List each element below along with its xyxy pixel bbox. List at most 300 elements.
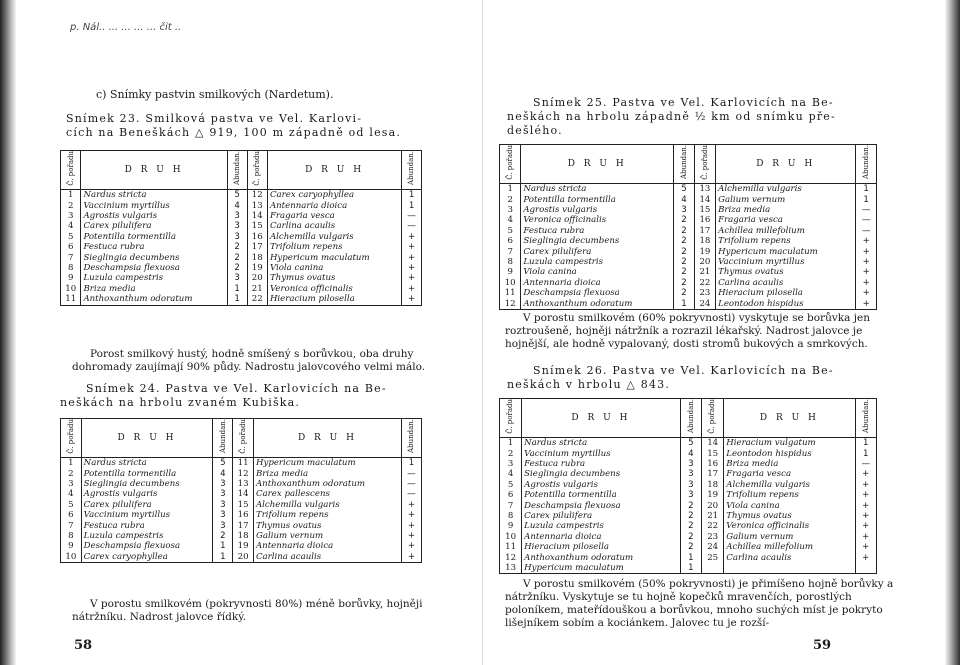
- abundance-value: +: [856, 247, 877, 257]
- row-number: 1: [500, 438, 522, 449]
- row-number: 14: [702, 438, 724, 449]
- table-row: [500, 480, 877, 490]
- abundance-value: 3: [213, 489, 233, 499]
- photo-26-caption: [507, 364, 927, 392]
- abundance-value: —: [855, 459, 876, 469]
- abundance-value: 1: [227, 284, 247, 294]
- table-row: [61, 500, 422, 510]
- row-number: 22: [694, 278, 715, 288]
- table-row: [61, 263, 422, 273]
- row-number: 9: [61, 541, 82, 551]
- species-name: Thymus ovatus: [716, 267, 856, 277]
- row-number: 4: [61, 489, 82, 499]
- table-row: [500, 459, 877, 469]
- abundance-value: 5: [680, 438, 701, 449]
- abundance-value: 3: [680, 469, 701, 479]
- table-row: [500, 267, 877, 277]
- caption-line: cích na Beneškách △ 919, 100 m západně od lesa.: [66, 126, 402, 139]
- species-name: Deschampsia flexuosa: [522, 501, 681, 511]
- abundance-value: 3: [227, 211, 247, 221]
- scan-edge-shadow: [945, 0, 960, 665]
- species-name: Carex pallescens: [253, 489, 401, 499]
- abundance-value: 2: [674, 278, 695, 288]
- header-species-text: D R U H: [567, 158, 627, 169]
- species-name: Hypericum maculatum: [267, 253, 401, 263]
- header-species-text: D R U H: [117, 432, 177, 443]
- abundance-value: +: [402, 294, 422, 305]
- abundance-value: +: [402, 263, 422, 273]
- row-number: 2: [61, 201, 81, 211]
- species-name: Carex pilulifera: [81, 500, 213, 510]
- table-row: [61, 232, 422, 242]
- table-row: [61, 458, 422, 469]
- abundance-value: 1: [227, 294, 247, 305]
- abundance-value: 4: [213, 469, 233, 479]
- row-number: 12: [247, 190, 267, 201]
- species-table-26: [499, 398, 877, 574]
- table-row: [500, 521, 877, 531]
- abundance-value: 2: [674, 226, 695, 236]
- abundance-value: +: [855, 480, 876, 490]
- abundance-value: 5: [227, 190, 247, 201]
- abundance-value: 3: [213, 510, 233, 520]
- row-number: 21: [694, 267, 715, 277]
- header-species: [81, 151, 227, 190]
- species-name: [724, 563, 855, 574]
- species-name: Veronica officinalis: [267, 284, 401, 294]
- header-species: [716, 145, 856, 184]
- species-name: Potentilla tormentilla: [81, 232, 227, 242]
- abundance-value: +: [855, 532, 876, 542]
- header-abundance-text: Abundan.: [407, 419, 416, 454]
- row-number: 12: [500, 553, 522, 563]
- abundance-value: 2: [674, 236, 695, 246]
- caption-line: neškách na hrbolu zvaném Kubiška.: [60, 396, 301, 409]
- species-name: Alchemilla vulgaris: [253, 500, 401, 510]
- row-number: 24: [694, 299, 715, 310]
- header-abundance-text: Abundan.: [407, 151, 416, 186]
- species-name: Luzula campestris: [521, 257, 674, 267]
- caption-line: Snímek 25. Pastva ve Vel. Karlovicích na Be-: [533, 96, 834, 109]
- species-table-23: [60, 150, 422, 306]
- header-number: [500, 399, 522, 438]
- table-row: [61, 284, 422, 294]
- row-number: 18: [702, 480, 724, 490]
- species-name: Galium vernum: [716, 195, 856, 205]
- table-row: [500, 542, 877, 552]
- header-abundance-text: Abundan.: [861, 145, 870, 180]
- row-number: 10: [500, 532, 522, 542]
- abundance-value: +: [856, 288, 877, 298]
- row-number: 16: [702, 459, 724, 469]
- row-number: 15: [702, 449, 724, 459]
- section-heading: c) Snímky pastvin smilkových (Nardetum).: [96, 88, 334, 101]
- photo-25-caption: [507, 96, 927, 138]
- species-name: Vaccinium myrtillus: [81, 201, 227, 211]
- abundance-value: 4: [227, 201, 247, 211]
- abundance-value: 1: [402, 190, 422, 201]
- species-name: Fragaria vesca: [267, 211, 401, 221]
- table-row: [61, 221, 422, 231]
- abundance-value: 2: [213, 531, 233, 541]
- species-name: Vaccinium myrtillus: [522, 449, 681, 459]
- species-name: Viola canina: [521, 267, 674, 277]
- species-name: Vaccinium myrtillus: [716, 257, 856, 267]
- header-number-text: Č. pořadu: [238, 419, 247, 454]
- abundance-value: 3: [674, 205, 695, 215]
- row-number: 18: [247, 253, 267, 263]
- abundance-value: +: [855, 521, 876, 531]
- abundance-value: 5: [213, 458, 233, 469]
- abundance-value: 2: [680, 521, 701, 531]
- header-abundance-text: Abundan.: [218, 419, 227, 454]
- row-number: 5: [500, 480, 522, 490]
- species-name: Sieglingia decumbens: [81, 253, 227, 263]
- abundance-value: +: [401, 510, 421, 520]
- table-row: [61, 242, 422, 252]
- row-number: 17: [694, 226, 715, 236]
- abundance-value: 1: [401, 458, 421, 469]
- abundance-value: +: [402, 242, 422, 252]
- species-name: Trifolium repens: [724, 490, 855, 500]
- abundance-value: +: [402, 232, 422, 242]
- row-number: 9: [500, 267, 521, 277]
- table-row: [61, 469, 422, 479]
- caption-line: Snímek 23. Smilková pastva ve Vel. Karlovi-: [66, 112, 363, 125]
- species-name: Carex caryophyllea: [267, 190, 401, 201]
- species-name: Viola canina: [724, 501, 855, 511]
- row-number: 11: [500, 542, 522, 552]
- header-number: [500, 145, 521, 184]
- table-row: [500, 236, 877, 246]
- header-abundance: [402, 151, 422, 190]
- abundance-value: 2: [680, 511, 701, 521]
- abundance-value: +: [855, 469, 876, 479]
- species-name: Alchemilla vulgaris: [716, 184, 856, 195]
- row-number: 13: [233, 479, 254, 489]
- abundance-value: +: [855, 490, 876, 500]
- table-row: [61, 479, 422, 489]
- species-name: Briza media: [724, 459, 855, 469]
- species-table-24: [60, 418, 422, 563]
- header-species-text: D R U H: [571, 412, 631, 423]
- row-number: 4: [61, 221, 81, 231]
- species-name: Hypericum maculatum: [522, 563, 681, 574]
- species-name: Trifolium repens: [267, 242, 401, 252]
- header-species: [267, 151, 401, 190]
- abundance-value: 1: [402, 201, 422, 211]
- abundance-value: +: [856, 236, 877, 246]
- abundance-value: +: [401, 521, 421, 531]
- row-number: 7: [61, 521, 82, 531]
- paragraph: V porostu smilkovém (50% pokryvnosti) je přimíšeno hojně borůvky a nátržníku. Vyskytuje se tu hojně kopečků mravenčích, porostlých poloníkem, mateřídouškou a borůvkou, mnoho suchých míst je pokryto lišejníkem sobím a kociánkem. Jalovec tu je rozší-: [505, 578, 894, 629]
- abundance-value: +: [402, 273, 422, 283]
- species-name: Achillea millefolium: [724, 542, 855, 552]
- table-row: [61, 510, 422, 520]
- right-page: [482, 0, 960, 665]
- table-row: [500, 278, 877, 288]
- row-number: 9: [500, 521, 522, 531]
- abundance-value: +: [856, 267, 877, 277]
- species-name: Alchemilla vulgaris: [724, 480, 855, 490]
- species-name: Thymus ovatus: [724, 511, 855, 521]
- table-row: [500, 299, 877, 310]
- row-number: 8: [500, 257, 521, 267]
- species-name: Vaccinium myrtillus: [81, 510, 213, 520]
- row-number: 10: [500, 278, 521, 288]
- caption-line: neškách na hrbolu západně ½ km od snímku pře-: [507, 110, 836, 123]
- abundance-value: 1: [680, 553, 701, 563]
- row-number: 12: [500, 299, 521, 310]
- caption-line: dešlého.: [507, 124, 563, 137]
- species-name: Alchemilla vulgaris: [267, 232, 401, 242]
- species-name: Viola canina: [267, 263, 401, 273]
- table-row: [500, 553, 877, 563]
- abundance-value: +: [401, 552, 421, 563]
- row-number: 6: [61, 510, 82, 520]
- abundance-value: +: [402, 284, 422, 294]
- species-name: Briza media: [81, 284, 227, 294]
- row-number: 14: [247, 211, 267, 221]
- header-abundance-text: Abundan.: [861, 399, 870, 434]
- row-number: 7: [61, 253, 81, 263]
- handwritten-note: p. Nál.. ... ... ... ... čit ..: [70, 22, 182, 33]
- header-number-text: Č. pořadu: [66, 151, 75, 186]
- species-name: Luzula campestris: [522, 521, 681, 531]
- species-name: Galium vernum: [724, 532, 855, 542]
- caption-line: Snímek 24. Pastva ve Vel. Karlovicích na Be-: [86, 382, 387, 395]
- header-number: [694, 145, 715, 184]
- row-number: 20: [233, 552, 254, 563]
- abundance-value: 1: [855, 438, 876, 449]
- header-species-text: D R U H: [297, 432, 357, 443]
- species-name: Deschampsia flexuosa: [81, 263, 227, 273]
- photo-23-caption: [66, 112, 466, 140]
- species-name: Hieracium pilosella: [522, 542, 681, 552]
- row-number: 3: [500, 205, 521, 215]
- species-name: Agrostis vulgaris: [81, 211, 227, 221]
- row-number: 23: [702, 532, 724, 542]
- header-species-text: D R U H: [124, 164, 184, 175]
- table-row: [61, 541, 422, 551]
- header-abundance: [213, 419, 233, 458]
- row-number: 1: [500, 184, 521, 195]
- row-number: 3: [61, 479, 82, 489]
- header-abundance: [401, 419, 421, 458]
- row-number: 19: [702, 490, 724, 500]
- header-number-text: Č. pořadu: [708, 399, 717, 434]
- abundance-value: +: [856, 257, 877, 267]
- row-number: 14: [694, 195, 715, 205]
- row-number: 2: [61, 469, 82, 479]
- row-number: 15: [233, 500, 254, 510]
- row-number: 13: [694, 184, 715, 195]
- table-row: [61, 531, 422, 541]
- abundance-value: —: [401, 469, 421, 479]
- table-row: [61, 294, 422, 305]
- species-name: Antennaria dioica: [522, 532, 681, 542]
- species-name: Leontodon hispidus: [716, 299, 856, 310]
- species-name: Trifolium repens: [253, 510, 401, 520]
- paragraph: V porostu smilkovém (60% pokryvnosti) vyskytuje se borůvka jen roztroušeně, hojněji nátržník a rozrazil lékařský. Nadrost jalovce je hojnější, ale hodně vypalovaný, dosti stromů bukových a smrkových.: [505, 312, 870, 350]
- abundance-value: 2: [680, 501, 701, 511]
- row-number: 20: [702, 501, 724, 511]
- abundance-value: 3: [213, 500, 233, 510]
- page-number: 58: [74, 638, 93, 653]
- row-number: 22: [702, 521, 724, 531]
- abundance-value: +: [855, 553, 876, 563]
- row-number: 21: [247, 284, 267, 294]
- species-name: Anthoxanthum odoratum: [521, 299, 674, 310]
- abundance-value: +: [855, 511, 876, 521]
- abundance-value: 1: [213, 552, 233, 563]
- abundance-value: 2: [674, 288, 695, 298]
- species-name: Deschampsia flexuosa: [81, 541, 213, 551]
- table-row: [500, 257, 877, 267]
- header-number-text: Č. pořadu: [700, 145, 709, 180]
- header-abundance: [855, 399, 876, 438]
- table-row: [61, 552, 422, 563]
- row-number: 4: [500, 469, 522, 479]
- species-name: Agrostis vulgaris: [81, 489, 213, 499]
- species-name: Festuca rubra: [81, 521, 213, 531]
- abundance-value: [855, 563, 876, 574]
- table-row: [61, 489, 422, 499]
- header-abundance: [856, 145, 877, 184]
- species-name: Carex pilulifera: [522, 511, 681, 521]
- caption-line: neškách v hrbolu △ 843.: [507, 378, 671, 391]
- row-number: 9: [61, 273, 81, 283]
- abundance-value: 1: [680, 563, 701, 574]
- abundance-value: 3: [213, 521, 233, 531]
- table-row: [500, 511, 877, 521]
- species-name: Hypericum maculatum: [716, 247, 856, 257]
- abundance-value: 1: [855, 449, 876, 459]
- abundance-value: 3: [227, 232, 247, 242]
- abundance-value: —: [401, 489, 421, 499]
- abundance-value: 3: [227, 273, 247, 283]
- species-name: Hypericum maculatum: [253, 458, 401, 469]
- species-name: Hieracium pilosella: [267, 294, 401, 305]
- header-number: [61, 151, 81, 190]
- row-number: 19: [233, 541, 254, 551]
- header-abundance-text: Abundan.: [679, 145, 688, 180]
- species-name: Sieglingia decumbens: [81, 479, 213, 489]
- row-number: 1: [61, 190, 81, 201]
- row-number: 3: [61, 211, 81, 221]
- row-number: 8: [61, 531, 82, 541]
- species-name: Hieracium pilosella: [716, 288, 856, 298]
- row-number: 16: [247, 232, 267, 242]
- row-number: 8: [61, 263, 81, 273]
- species-name: Antennaria dioica: [267, 201, 401, 211]
- abundance-value: 4: [674, 195, 695, 205]
- species-name: Anthoxanthum odoratum: [253, 479, 401, 489]
- abundance-value: 3: [227, 221, 247, 231]
- header-abundance-text: Abundan.: [686, 399, 695, 434]
- species-name: Briza media: [253, 469, 401, 479]
- header-number: [233, 419, 254, 458]
- abundance-value: 4: [680, 449, 701, 459]
- species-name: Luzula campestris: [81, 531, 213, 541]
- header-species: [522, 399, 681, 438]
- row-number: 18: [233, 531, 254, 541]
- header-number: [61, 419, 82, 458]
- species-name: Carlina acaulis: [724, 553, 855, 563]
- row-number: 15: [247, 221, 267, 231]
- header-species: [521, 145, 674, 184]
- species-name: Briza media: [716, 205, 856, 215]
- paragraph: V porostu smilkovém (pokryvnosti 80%) méně borůvky, hojněji nátržníku. Nadrost jalovce řídký.: [72, 598, 423, 623]
- abundance-value: 2: [680, 532, 701, 542]
- row-number: 16: [694, 215, 715, 225]
- species-name: Nardus stricta: [81, 190, 227, 201]
- table-row: [500, 469, 877, 479]
- species-name: Deschampsia flexuosa: [521, 288, 674, 298]
- row-number: 10: [61, 284, 81, 294]
- abundance-value: 2: [680, 542, 701, 552]
- header-abundance-text: Abundan.: [232, 151, 241, 186]
- abundance-value: +: [856, 278, 877, 288]
- row-number: 11: [500, 288, 521, 298]
- table-row: [500, 215, 877, 225]
- row-number: 23: [694, 288, 715, 298]
- abundance-value: +: [401, 500, 421, 510]
- abundance-value: +: [401, 531, 421, 541]
- row-number: 13: [247, 201, 267, 211]
- row-number: 18: [694, 236, 715, 246]
- row-number: 13: [500, 563, 522, 574]
- table-row: [61, 273, 422, 283]
- table-row: [61, 201, 422, 211]
- row-number: 2: [500, 195, 521, 205]
- species-name: Thymus ovatus: [267, 273, 401, 283]
- abundance-value: 2: [674, 267, 695, 277]
- row-number: 19: [694, 247, 715, 257]
- row-number: 11: [233, 458, 254, 469]
- header-species: [253, 419, 401, 458]
- species-name: Leontodon hispidus: [724, 449, 855, 459]
- row-number: 4: [500, 215, 521, 225]
- species-name: Fragaria vesca: [716, 215, 856, 225]
- species-name: Luzula campestris: [81, 273, 227, 283]
- species-name: Anthoxanthum odoratum: [81, 294, 227, 305]
- row-number: 7: [500, 501, 522, 511]
- row-number: 12: [233, 469, 254, 479]
- header-number-text: Č. pořadu: [505, 145, 514, 180]
- table-row: [61, 253, 422, 263]
- abundance-value: 5: [674, 184, 695, 195]
- species-name: Nardus stricta: [521, 184, 674, 195]
- row-number: 7: [500, 247, 521, 257]
- header-species-text: D R U H: [759, 412, 819, 423]
- table-row: [500, 205, 877, 215]
- abundance-value: 1: [856, 195, 877, 205]
- row-number: 3: [500, 459, 522, 469]
- abundance-value: —: [856, 205, 877, 215]
- header-abundance: [674, 145, 695, 184]
- abundance-value: 3: [680, 490, 701, 500]
- abundance-value: +: [401, 541, 421, 551]
- row-number: 5: [61, 500, 82, 510]
- row-number: 20: [694, 257, 715, 267]
- row-number: 21: [702, 511, 724, 521]
- table-row: [500, 184, 877, 195]
- abundance-value: —: [856, 215, 877, 225]
- species-name: Carex pilulifera: [521, 247, 674, 257]
- table-row: [500, 288, 877, 298]
- table-row: [500, 438, 877, 449]
